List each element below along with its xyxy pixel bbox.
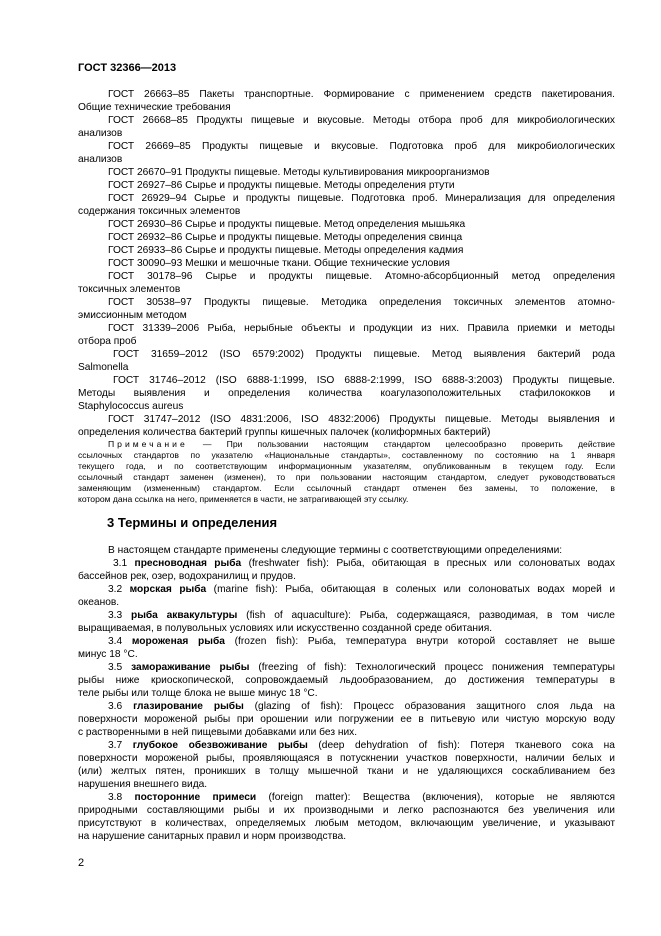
note-text-1: — При пользовании настоящим стандартом целесообразно проверить действие <box>202 439 616 449</box>
ref-16-line-2: определения количества бактерий группы кишечных палочек (колиформных бактерий) <box>78 427 491 438</box>
term-6-line-2: поверхности мороженой рыбы при орошении или погружении ее в питьевую или чистую морскую воду <box>78 714 615 725</box>
ref-4: ГОСТ 26670–91 Продукты пищевые. Методы культивирования микроорганизмов <box>108 167 490 178</box>
term-5-line-3: теле рыбы или толще блока не выше минус 18 °С. <box>78 688 318 699</box>
term-8-line-4: на нарушение санитарных правил и норм производства. <box>78 831 347 842</box>
ref-1-line-2: Общие технические требования <box>78 102 231 113</box>
note-line-2: ссылочных стандартов по указателю «Национальные стандарты», составленному по состоянию на 1 января <box>78 450 615 460</box>
ref-14-line-2: Salmonella <box>78 362 129 373</box>
note-label: Примечание <box>108 439 188 449</box>
ref-5: ГОСТ 26927–86 Сырье и продукты пищевые. Методы определения ртути <box>108 180 455 191</box>
term-8-line-1: 3.8 посторонние примеси (foreign matter): Вещества (включения), которые не являются <box>108 792 615 803</box>
term-2-name: морская рыба <box>129 584 207 595</box>
term-4-line-2: минус 18 °С. <box>78 649 138 660</box>
term-3-line-2: выращиваемая, в полувольных условиях или искусственно созданной среде обитания. <box>78 623 493 634</box>
term-7-name: глубокое обезвоживание рыбы <box>132 740 308 751</box>
note-line-3: текущего года, и по соответствующим информационным указателям, опубликованным в текущем году. Если <box>78 461 615 471</box>
term-5-line-2: рыбы ниже криоскопической, сопровождаемый льдообразованием, до достижения температуры в <box>78 675 615 686</box>
term-6-name: глазирование рыбы <box>133 701 244 712</box>
term-1-line-1: 3.1 пресноводная рыба (freshwater fish): Рыба, обитающая в пресных или солоноватых водах <box>113 558 616 569</box>
ref-12-line-2: эмиссионным методом <box>78 310 187 321</box>
term-4-name: мороженая рыба <box>131 636 225 647</box>
term-6-line-3: с растворенными в ней пищевыми добавками или без них. <box>78 727 358 738</box>
ref-3-line-2: анализов <box>78 154 123 165</box>
ref-15-line-3: Staphylococcus aureus <box>78 401 184 412</box>
ref-2-line-2: анализов <box>78 128 123 139</box>
note-line-4: ссылочный стандарт заменен (изменен), то при пользовании настоящим стандартом, следует руководствоваться <box>78 472 615 482</box>
ref-10: ГОСТ 30090–93 Мешки и мешочные ткани. Общие технические условия <box>108 258 450 269</box>
term-3-name: рыба аквакультуры <box>130 610 238 621</box>
ref-12-line-1: ГОСТ 30538–97 Продукты пищевые. Методика определения токсичных элементов атомно- <box>108 297 615 308</box>
term-6-line-1: 3.6 глазирование рыбы (glazing of fish): Процесс образования защитного слоя льда на <box>108 701 615 712</box>
term-4-line-1: 3.4 мороженая рыба (frozen fish): Рыба, температура внутри которой составляет не выше <box>108 636 615 647</box>
ref-8: ГОСТ 26932–86 Сырье и продукты пищевые. Методы определения свинца <box>108 232 463 243</box>
ref-3-line-1: ГОСТ 26669–85 Продукты пищевые и вкусовые. Подготовка проб для микробиологических <box>108 141 615 152</box>
term-5-name: замораживание рыбы <box>131 662 250 673</box>
ref-7: ГОСТ 26930–86 Сырье и продукты пищевые. Метод определения мышьяка <box>108 219 466 230</box>
section-heading: 3 Термины и определения <box>107 515 278 530</box>
ref-15-line-2: Методы выявления и определения количества коагулазоположительных стафилококков и <box>78 388 615 399</box>
ref-11-line-1: ГОСТ 30178–96 Сырье и продукты пищевые. Атомно-абсорбционный метод определения <box>108 271 615 282</box>
document-header: ГОСТ 32366—2013 <box>78 62 177 74</box>
term-5-line-1: 3.5 замораживание рыбы (freezing of fish): Технологический процесс понижения температуры <box>108 662 615 673</box>
ref-6-line-1: ГОСТ 26929–94 Сырье и продукты пищевые. Подготовка проб. Минерализация для определения <box>108 193 615 204</box>
term-7-line-1: 3.7 глубокое обезвоживание рыбы (deep dehydration of fish): Потеря тканевого сока на <box>108 740 615 751</box>
ref-2-line-1: ГОСТ 26668–85 Продукты пищевые и вкусовые. Методы отбора проб для микробиологических <box>108 115 615 126</box>
term-7-line-4: нарушения внешнего вида. <box>78 779 208 790</box>
note-line-5: заменяющим (измененным) стандартом. Если ссылочный стандарт отменен без замены, то положение, в <box>78 483 615 493</box>
intro-text: В настоящем стандарте применены следующие термины с соответствующими определениями: <box>108 545 563 556</box>
note-line-6: котором дана ссылка на него, применяется в части, не затрагивающей эту ссылку. <box>78 494 409 504</box>
term-7-line-3: (или) желтых пятен, проникших в толщу мышечной ткани и не удаляющихся соскабливанием без <box>78 766 615 777</box>
term-3-line-1: 3.3 рыба аквакультуры (fish of aquaculture): Рыба, содержащаяся, разводимая, в том числе <box>108 610 615 621</box>
term-1-line-2: бассейнов рек, озер, водохранилищ и прудов. <box>78 571 296 582</box>
term-1-name: пресноводная рыба <box>134 558 242 569</box>
note-line-1 <box>78 439 615 450</box>
ref-1-line-1: ГОСТ 26663–85 Пакеты транспортные. Формирование с применением средств пакетирования. <box>108 89 615 100</box>
ref-11-line-2: токсичных элементов <box>78 284 181 295</box>
ref-6-line-2: содержания токсичных элементов <box>78 206 241 217</box>
term-2-line-1: 3.2 морская рыба (marine fish): Рыба, обитающая в соленых или солоноватых водах морей и <box>108 584 616 595</box>
ref-9: ГОСТ 26933–86 Сырье и продукты пищевые. Методы определения кадмия <box>108 245 464 256</box>
term-8-line-2: природными составляющими рыбы и их производными и легко распознаются без увеличения или <box>78 805 615 816</box>
term-2-line-2: океанов. <box>78 597 120 608</box>
ref-14-line-1: ГОСТ 31659–2012 (ISO 6579:2002) Продукты пищевые. Метод выявления бактерий рода <box>113 349 615 360</box>
ref-15-line-1: ГОСТ 31746–2012 (ISO 6888-1:1999, ISO 6888-2:1999, ISO 6888-3:2003) Продукты пищевые. <box>113 375 615 386</box>
ref-16-line-1: ГОСТ 31747–2012 (ISO 4831:2006, ISO 4832:2006) Продукты пищевые. Методы выявления и <box>108 414 615 425</box>
ref-13-line-2: отбора проб <box>78 336 137 347</box>
term-8-name: посторонние примеси <box>134 792 257 803</box>
term-8-line-3: присутствуют в количествах, определяемых любым методом, включающим увеличение, и указывают <box>78 818 615 829</box>
ref-13-line-1: ГОСТ 31339–2006 Рыба, нерыбные объекты и продукции из них. Правила приемки и методы <box>108 323 615 334</box>
page-number: 2 <box>78 857 85 869</box>
term-7-line-2: поверхности мороженой рыбы, проявляющаяся в потускнении участков поверхности, наличии белых и <box>78 753 615 764</box>
